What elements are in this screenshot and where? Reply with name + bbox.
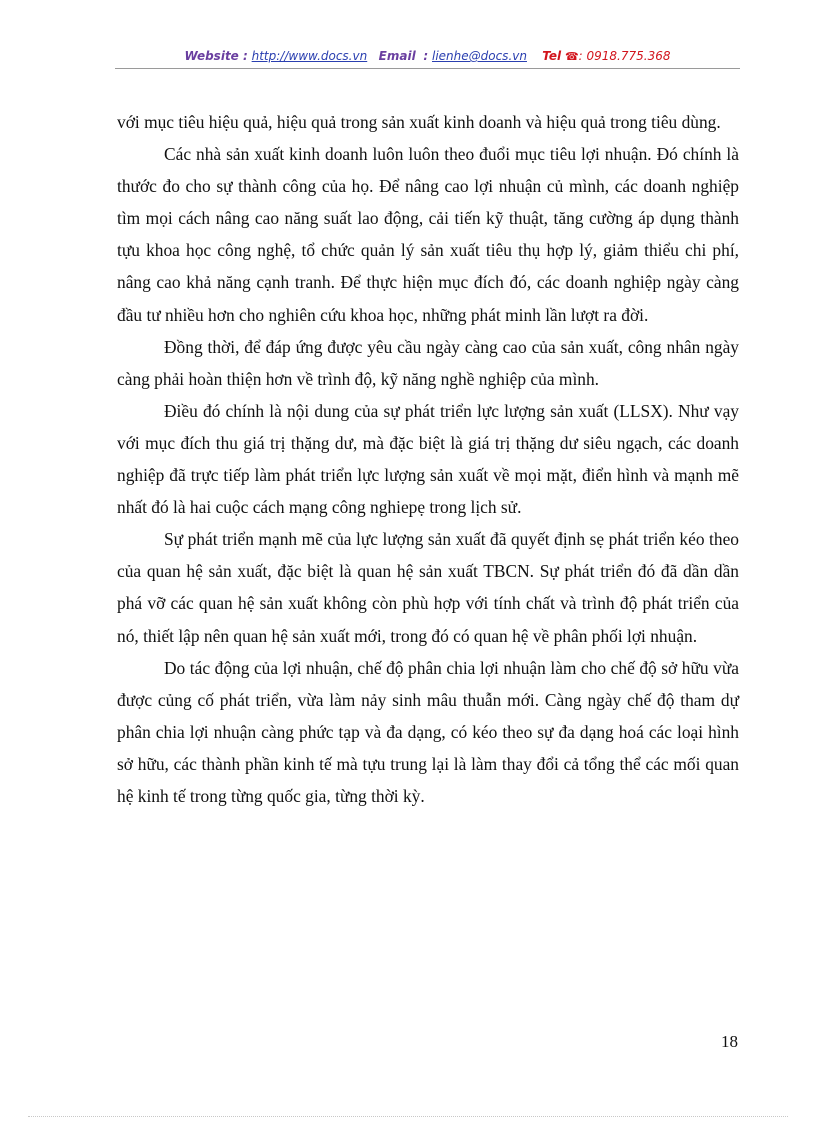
paragraph: Đồng thời, để đáp ứng được yêu cầu ngày càng cao của sản xuất, công nhân ngày càng phải hoàn thiện hơn về trình độ, kỹ năng nghề nghiệp của mình. bbox=[117, 336, 739, 389]
page-header bbox=[115, 46, 740, 69]
paragraph: Các nhà sản xuất kinh doanh luôn luôn theo đuổi mục tiêu lợi nhuận. Đó chính là thước đo cho sự thành công của họ. Để nâng cao lợi nhuận củ mình, các doanh nghiệp tìm mọi cách nâng cao năng suất lao động, cải tiến kỹ thuật, tăng cường áp dụng thành tựu khoa học công nghệ, tổ chức quản lý sản xuất tiêu thụ hợp lý, giảm thiểu chi phí, nâng cao khả năng cạnh tranh. Để thực hiện mục đích đó, các doanh nghiệp ngày càng đầu tư nhiều hơn cho nghiên cứu khoa học, những phát minh lần lượt ra đời. bbox=[117, 144, 739, 325]
tel-label: Tel bbox=[542, 49, 562, 63]
email-separator: : bbox=[423, 49, 429, 63]
email-link[interactable]: lienhe@docs.vn bbox=[431, 49, 527, 63]
document-body bbox=[117, 106, 739, 812]
email-label: Email bbox=[378, 49, 416, 63]
paragraph: Sự phát triển mạnh mẽ của lực lượng sản xuất đã quyết định sẹ phát triển kéo theo của quan hệ sản xuất, đặc biệt là quan hệ sản xuất TBCN. Sự phát triển đó đã dần dần phá vỡ các quan hệ sản xuất không còn phù hợp với tính chất và trình độ phát triển của nó, thiết lập nên quan hệ sản xuất mới, trong đó có quan hệ về phân phối lợi nhuận. bbox=[117, 529, 739, 646]
website-link[interactable]: http://www.docs.vn bbox=[251, 49, 368, 63]
paragraph: với mục tiêu hiệu quả, hiệu quả trong sản xuất kinh doanh và hiệu quả trong tiêu dùng. bbox=[117, 112, 721, 132]
website-label: Website : bbox=[184, 49, 248, 63]
page-bottom-divider bbox=[28, 1116, 788, 1117]
tel-value: : 0918.775.368 bbox=[578, 49, 671, 63]
paragraph: Điều đó chính là nội dung của sự phát triển lực lượng sản xuất (LLSX). Như vạy với mục đích thu giá trị thặng dư, mà đặc biệt là giá trị thặng dư siêu ngạch, các doanh nghiệp đã trực tiếp làm phát triển lực lượng sản xuất về mọi mặt, điển hình và mạnh mẽ nhất đó là hai cuộc cách mạng công nghiepẹ trong lịch sử. bbox=[117, 400, 739, 518]
phone-icon: ☎ bbox=[564, 50, 579, 63]
paragraph: Do tác động của lợi nhuận, chế độ phân chia lợi nhuận làm cho chế độ sở hữu vừa được củng cố phát triển, vừa làm nảy sinh mâu thuẫn mới. Càng ngày chế độ tham dự phân chia lợi nhuận càng phức tạp và đa dạng, có kéo theo sự đa dạng hoá các loại hình sở hữu, các thành phần kinh tế mà tựu trung lại là làm thay đổi cả tổng thể các mối quan hệ kinh tế trong từng quốc gia, từng thời kỳ. bbox=[117, 657, 739, 806]
page-number: 18 bbox=[721, 1032, 738, 1051]
